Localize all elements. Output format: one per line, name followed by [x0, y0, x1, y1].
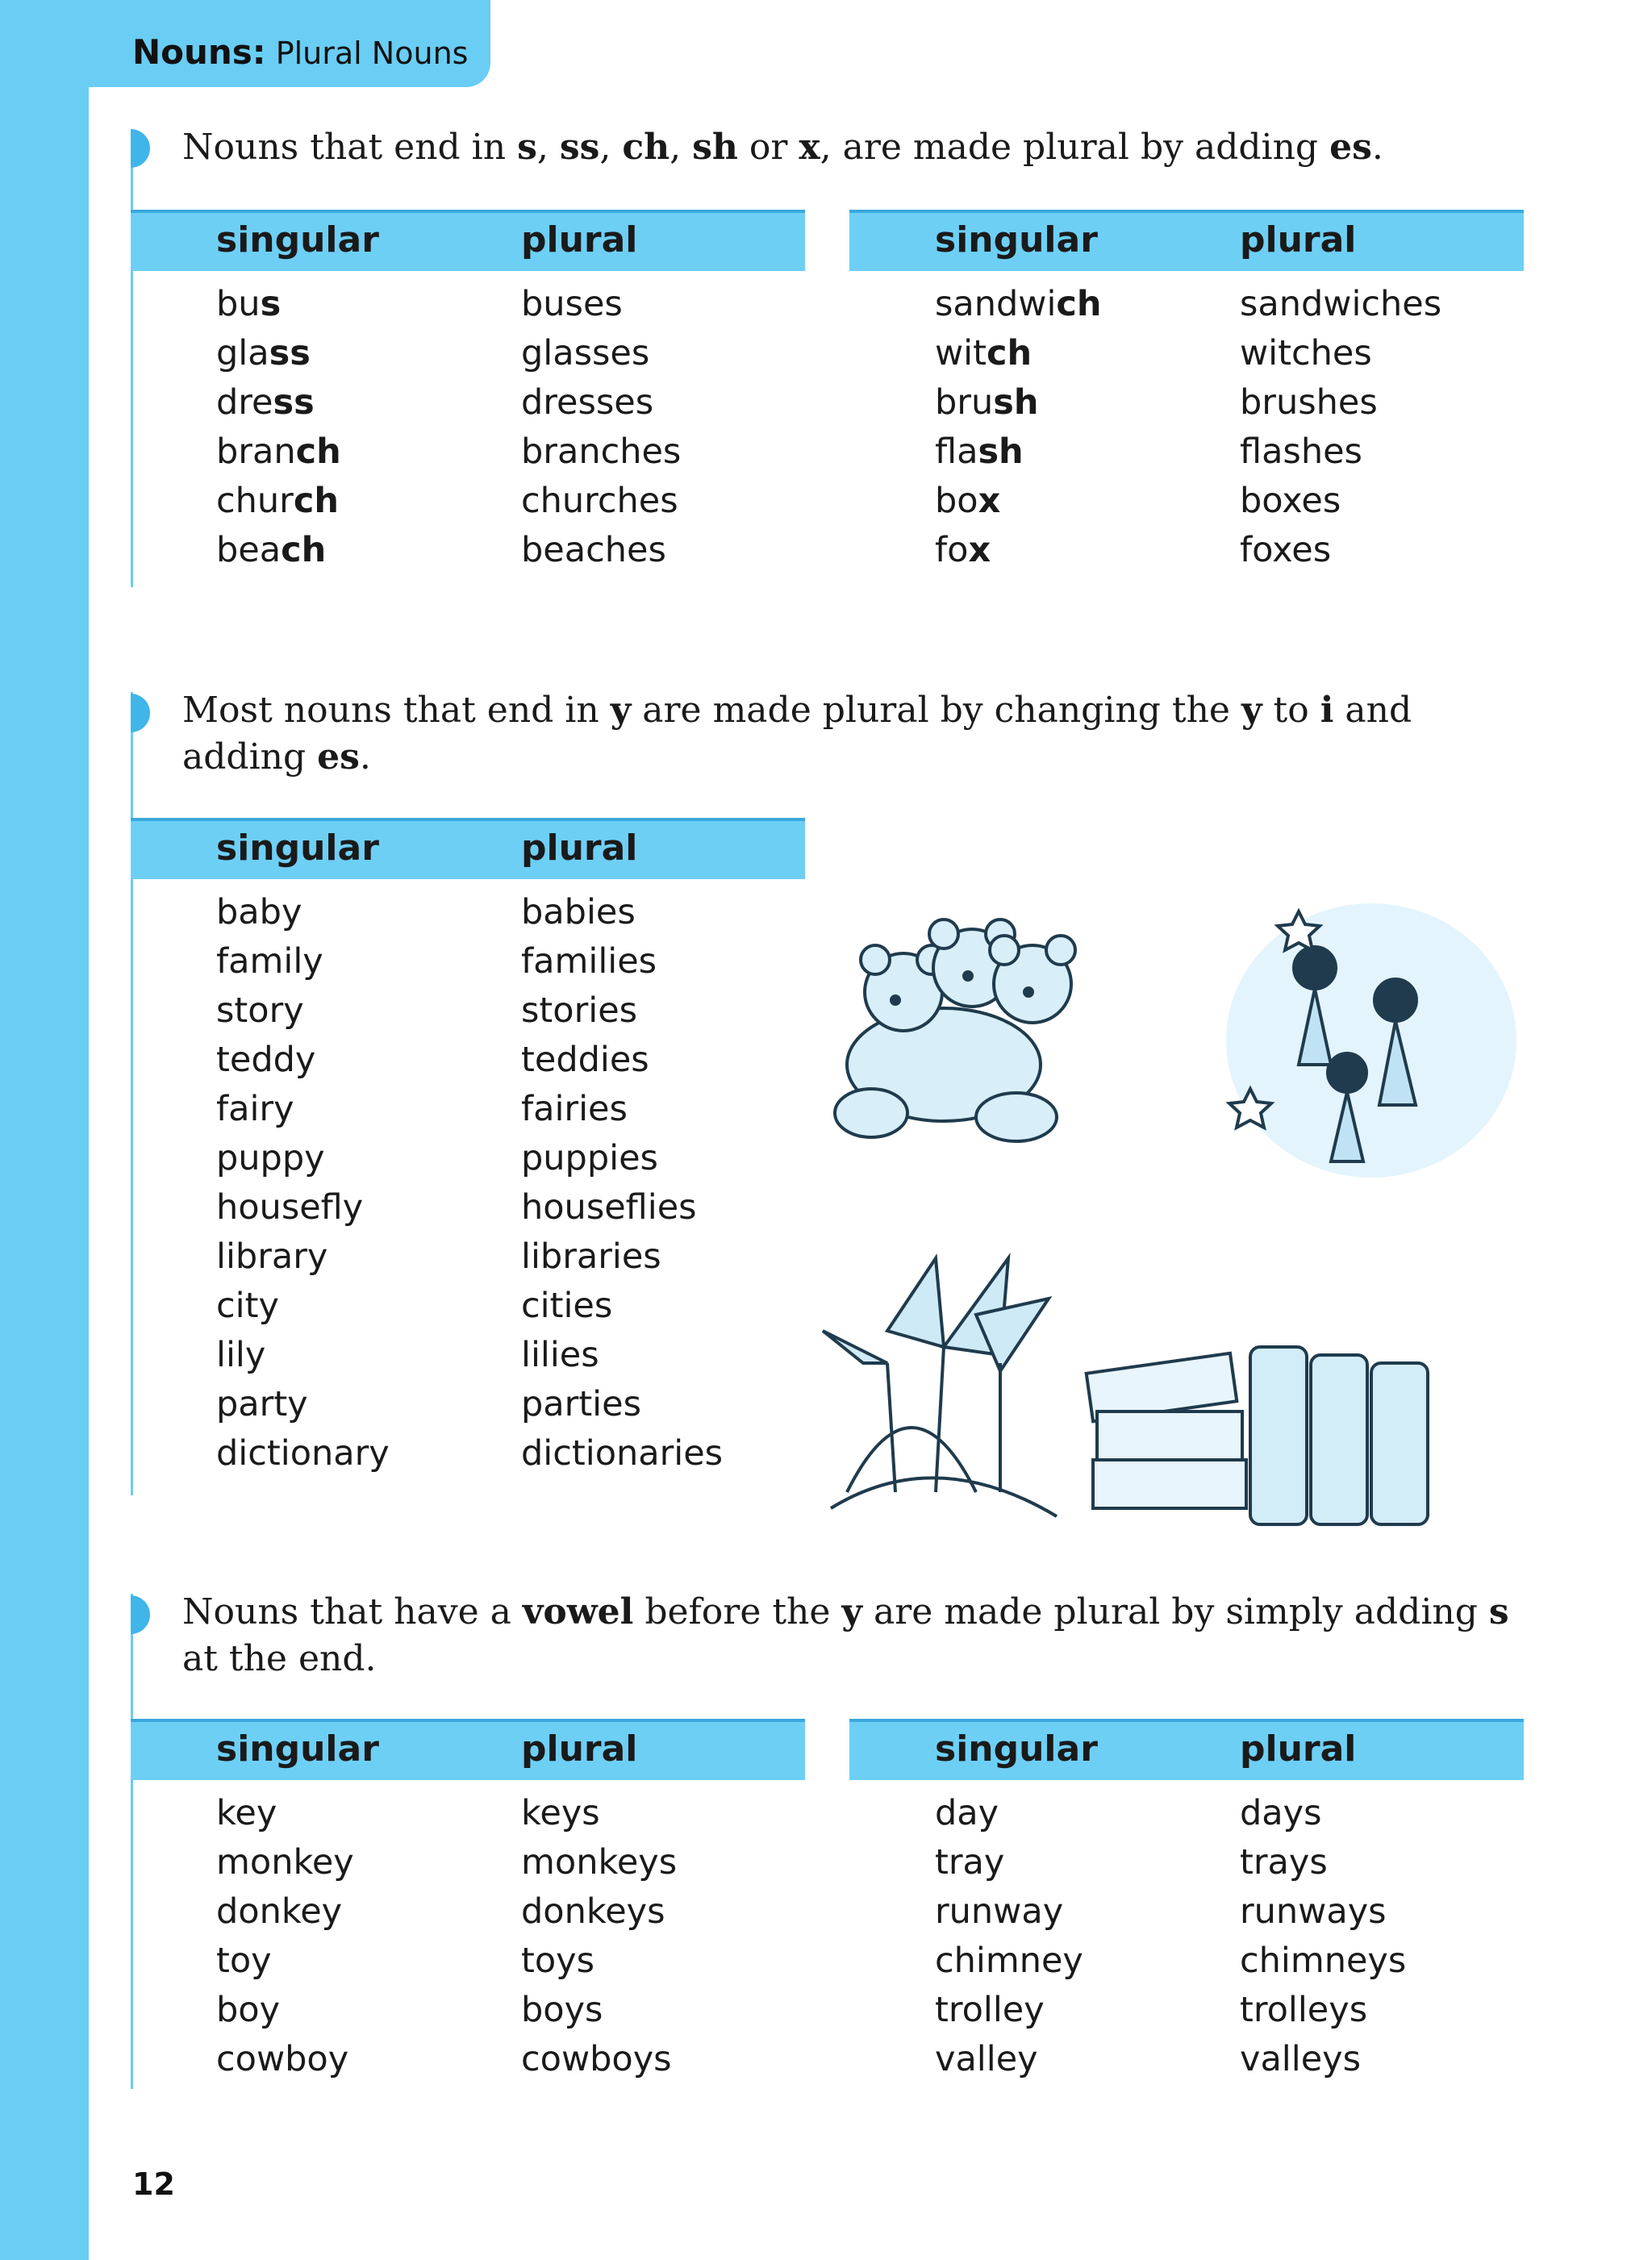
plural-word: dresses: [521, 382, 654, 423]
word-stem: story: [216, 990, 304, 1031]
plural-word: runways: [1240, 1891, 1387, 1932]
singular-word: [935, 1891, 1063, 1932]
header-tab: [0, 0, 490, 87]
table-row: [849, 1842, 1524, 1891]
ending-bold: ss: [273, 382, 315, 423]
ending-bold: ch: [986, 333, 1032, 373]
table-row: [849, 530, 1524, 579]
section-1-intro: [182, 124, 1537, 171]
table-row: [131, 1040, 805, 1089]
plural-word: days: [1240, 1793, 1322, 1833]
intro-text: are made plural by changing the: [631, 690, 1241, 731]
table-row: [131, 941, 805, 990]
singular-word: [216, 1990, 280, 2030]
word-stem: key: [216, 1793, 277, 1833]
singular-word: [935, 333, 1032, 373]
table-row: [849, 1990, 1524, 2039]
table-es-2: [849, 210, 1524, 579]
plural-word: sandwiches: [1240, 284, 1442, 324]
intro-bold-text: y: [610, 690, 632, 731]
intro-bold-text: s: [1488, 1591, 1509, 1632]
table-row: [849, 1941, 1524, 1990]
left-color-strip: [0, 0, 89, 2260]
word-stem: lily: [216, 1335, 266, 1375]
intro-bold-text: ch: [622, 127, 670, 168]
ending-bold: ch: [281, 530, 327, 570]
intro-text: .: [359, 736, 371, 778]
section-2-intro: [182, 687, 1489, 781]
intro-text: ,: [599, 127, 623, 168]
singular-word: [935, 2039, 1038, 2079]
plural-word: boys: [521, 1990, 603, 2030]
singular-word: [216, 1941, 272, 1981]
intro-bold-text: es: [317, 736, 360, 778]
plural-word: chimneys: [1240, 1941, 1407, 1981]
ending-bold: s: [260, 284, 282, 324]
intro-bold-text: s: [517, 127, 537, 168]
singular-word: [216, 1384, 308, 1424]
word-stem: fairy: [216, 1089, 294, 1129]
table-row: [131, 892, 805, 941]
page-header: [132, 32, 468, 72]
plural-word: foxes: [1240, 530, 1332, 570]
table-row: [131, 1089, 805, 1138]
singular-word: [935, 284, 1102, 324]
intro-bold-text: i: [1320, 690, 1334, 731]
word-stem: boy: [216, 1990, 281, 2030]
intro-bold-text: sh: [692, 127, 738, 168]
table-row: [849, 333, 1524, 382]
word-stem: party: [216, 1384, 308, 1424]
plural-word: churches: [521, 481, 678, 521]
intro-text: ,: [670, 127, 693, 168]
header-plural: plural: [521, 219, 638, 261]
singular-word: [935, 432, 1024, 472]
word-stem: sandwi: [935, 284, 1057, 324]
word-stem: day: [935, 1793, 999, 1833]
singular-word: [216, 333, 311, 373]
word-stem: dictionary: [216, 1433, 390, 1474]
singular-word: [216, 1433, 390, 1474]
word-stem: teddy: [216, 1040, 316, 1080]
plural-word: flashes: [1240, 432, 1362, 472]
plural-word: keys: [521, 1793, 600, 1833]
word-stem: bea: [216, 530, 282, 570]
page-number: 12: [132, 2166, 175, 2202]
section-3-intro: [182, 1589, 1537, 1682]
singular-word: [216, 284, 281, 324]
singular-word: [216, 1138, 325, 1178]
table-row: [849, 284, 1524, 333]
word-stem: valley: [935, 2039, 1038, 2079]
intro-text: ,: [536, 127, 560, 168]
header-singular: singular: [935, 1728, 1098, 1770]
plural-word: parties: [521, 1384, 641, 1424]
table-row: [131, 1433, 805, 1482]
plural-word: dictionaries: [521, 1433, 724, 1474]
table-es-1: [131, 210, 805, 579]
table-row: [131, 1891, 805, 1941]
table-row: [849, 1793, 1524, 1842]
header-plural: plural: [521, 828, 638, 869]
plural-word: families: [521, 941, 657, 982]
plural-word: houseflies: [521, 1187, 697, 1228]
table-row: [131, 1286, 805, 1335]
table-row: [849, 1891, 1524, 1941]
plural-word: libraries: [521, 1236, 661, 1277]
plural-word: trays: [1240, 1842, 1328, 1883]
word-stem: toy: [216, 1941, 272, 1981]
word-stem: family: [216, 941, 323, 982]
intro-text: .: [1371, 127, 1383, 168]
table-row: [131, 1138, 805, 1187]
lilies-icon: [823, 1258, 1057, 1516]
table-row: [131, 1793, 805, 1842]
singular-word: [216, 1040, 315, 1080]
header-topic: Plural Nouns: [275, 35, 469, 71]
ending-bold: sh: [978, 432, 1024, 472]
plural-word: valleys: [1240, 2039, 1361, 2079]
intro-text: are made plural by simply adding: [861, 1591, 1489, 1632]
table-row: [131, 990, 805, 1040]
word-stem: wit: [935, 333, 987, 373]
plural-word: cities: [521, 1286, 613, 1326]
header-singular: singular: [216, 1728, 379, 1770]
intro-bold-text: y: [841, 1591, 862, 1632]
word-stem: puppy: [216, 1138, 325, 1178]
word-stem: city: [216, 1286, 279, 1326]
table-row: [131, 333, 805, 382]
word-stem: fla: [935, 432, 978, 472]
intro-bold-text: y: [1241, 690, 1262, 731]
word-stem: fo: [935, 530, 969, 570]
table-header: [131, 818, 805, 879]
ending-bold: ch: [295, 432, 341, 472]
table-row: [131, 530, 805, 579]
ending-bold: x: [978, 481, 1001, 521]
plural-word: beaches: [521, 530, 666, 570]
plural-word: brushes: [1240, 382, 1378, 423]
intro-bold-text: es: [1329, 127, 1372, 168]
table-row: [131, 284, 805, 333]
word-stem: runway: [935, 1891, 1064, 1932]
plural-word: buses: [521, 284, 623, 324]
singular-word: [216, 1089, 294, 1129]
word-stem: bu: [216, 284, 261, 324]
intro-text: or: [737, 127, 799, 168]
plural-word: fairies: [521, 1089, 628, 1129]
table-row: [849, 481, 1524, 530]
table-row: [131, 1187, 805, 1236]
singular-word: [935, 1990, 1045, 2030]
singular-word: [216, 1236, 327, 1277]
section-3-bullet: [131, 1595, 150, 1634]
table-row: [131, 1384, 805, 1433]
plural-word: teddies: [521, 1040, 649, 1080]
intro-bold-text: ss: [559, 127, 600, 168]
word-stem: dre: [216, 382, 273, 423]
intro-bold-text: vowel: [522, 1591, 634, 1632]
word-stem: gla: [216, 333, 269, 373]
teddy-bears-icon: [835, 919, 1075, 1141]
singular-word: [935, 1793, 999, 1833]
header-category: Nouns:: [132, 32, 266, 72]
table-row: [849, 432, 1524, 481]
header-plural: plural: [1240, 219, 1357, 261]
illustration: [815, 879, 1525, 1541]
singular-word: [216, 1891, 342, 1932]
plural-word: branches: [521, 432, 682, 472]
section-1-bullet: [131, 129, 150, 168]
plural-word: donkeys: [521, 1891, 665, 1932]
plural-word: glasses: [521, 333, 650, 373]
header-singular: singular: [216, 219, 379, 261]
header-plural: plural: [1240, 1728, 1357, 1770]
word-stem: chimney: [935, 1941, 1083, 1981]
singular-word: [935, 382, 1038, 423]
header-plural: plural: [521, 1728, 638, 1770]
table-row: [131, 481, 805, 530]
table-vowel-y-1: [131, 1719, 805, 2088]
singular-word: [216, 1187, 363, 1228]
plural-word: babies: [521, 892, 636, 932]
singular-word: [216, 1335, 265, 1375]
plural-word: boxes: [1240, 481, 1341, 521]
ending-bold: sh: [993, 382, 1039, 423]
singular-word: [935, 1842, 1004, 1883]
intro-text: before the: [633, 1591, 842, 1632]
table-row: [131, 1236, 805, 1286]
singular-word: [216, 382, 315, 423]
table-row: [131, 432, 805, 481]
singular-word: [216, 481, 339, 521]
word-stem: library: [216, 1236, 328, 1277]
plural-word: stories: [521, 990, 638, 1031]
word-stem: baby: [216, 892, 302, 932]
word-stem: monkey: [216, 1842, 354, 1883]
singular-word: [935, 530, 991, 570]
intro-text: , are made plural by adding: [820, 127, 1330, 168]
singular-word: [216, 530, 326, 570]
singular-word: [216, 1793, 277, 1833]
word-stem: donkey: [216, 1891, 343, 1932]
intro-text: Nouns that have a: [182, 1591, 523, 1632]
word-stem: chur: [216, 481, 294, 521]
table-row: [849, 2039, 1524, 2088]
section-2-bullet: [131, 694, 150, 732]
intro-bold-text: x: [799, 127, 820, 168]
word-stem: cowboy: [216, 2039, 349, 2079]
table-row: [131, 1335, 805, 1384]
table-row: [131, 1842, 805, 1891]
fairies-icon: [1226, 903, 1516, 1178]
ending-bold: x: [968, 530, 991, 570]
intro-text: at the end.: [182, 1638, 377, 1679]
intro-text: and adding: [182, 690, 1412, 778]
table-row: [849, 382, 1524, 432]
singular-word: [216, 892, 302, 932]
header-singular: singular: [216, 828, 379, 869]
plural-word: toys: [521, 1941, 595, 1981]
intro-text: to: [1262, 690, 1320, 731]
singular-word: [216, 432, 341, 472]
plural-word: monkeys: [521, 1842, 678, 1883]
plural-word: puppies: [521, 1138, 658, 1178]
word-stem: housefly: [216, 1187, 364, 1228]
singular-word: [216, 990, 304, 1031]
plural-word: lilies: [521, 1335, 599, 1375]
table-header: [849, 1719, 1524, 1780]
plural-word: cowboys: [521, 2039, 672, 2079]
table-row: [131, 1941, 805, 1990]
header-singular: singular: [935, 219, 1098, 261]
intro-text: Nouns that end in: [182, 127, 518, 168]
singular-word: [935, 1941, 1083, 1981]
singular-word: [216, 2039, 348, 2079]
word-stem: bran: [216, 432, 296, 472]
table-row: [131, 382, 805, 432]
intro-text: Most nouns that end in: [182, 690, 611, 731]
plural-word: witches: [1240, 333, 1372, 373]
singular-word: [216, 1286, 279, 1326]
word-stem: trolley: [935, 1990, 1045, 2030]
ending-bold: ch: [293, 481, 339, 521]
word-stem: tray: [935, 1842, 1005, 1883]
singular-word: [216, 1842, 354, 1883]
word-stem: bo: [935, 481, 978, 521]
table-header: [131, 210, 805, 271]
ending-bold: ch: [1056, 284, 1102, 324]
ending-bold: ss: [269, 333, 311, 373]
singular-word: [216, 941, 323, 982]
singular-word: [935, 481, 1000, 521]
table-ies: [131, 818, 805, 1482]
plural-word: trolleys: [1240, 1990, 1368, 2030]
table-header: [849, 210, 1524, 271]
table-vowel-y-2: [849, 1719, 1524, 2088]
table-row: [131, 2039, 805, 2088]
table-header: [131, 1719, 805, 1780]
word-stem: bru: [935, 382, 994, 423]
dictionaries-icon: [1087, 1347, 1428, 1524]
table-row: [131, 1990, 805, 2039]
